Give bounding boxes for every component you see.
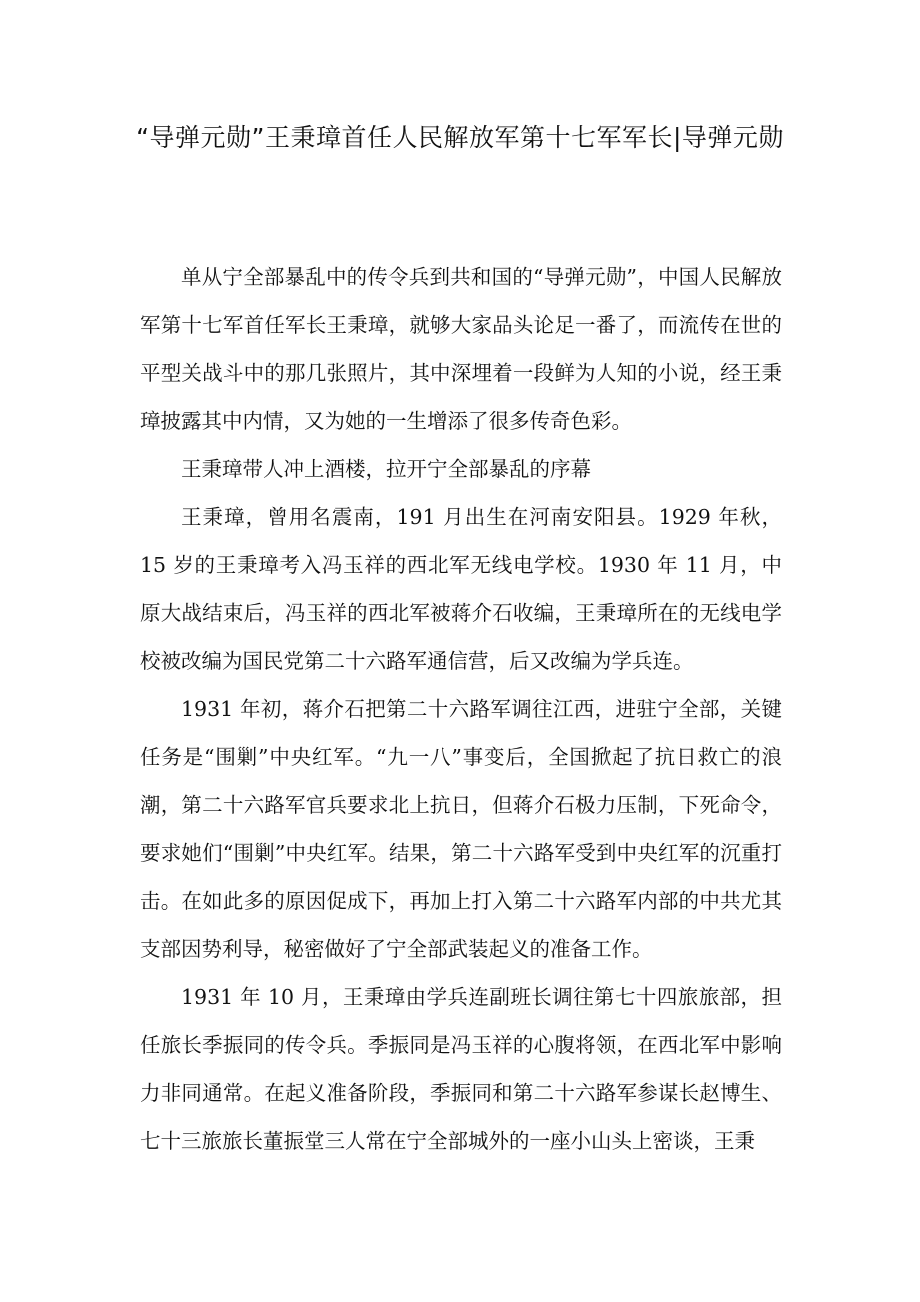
paragraph-3: 王秉璋，曾用名震南，191 月出生在河南安阳县。1929 年秋，15 岁的王秉璋考入冯玉祥的西北军无线电学校。1930 年 11 月，中原大战结束后，冯玉祥的西北军被蒋介石收编，王秉璋所在的无线电学校被改编为国民党第二十六路军通信营，后又改编为学兵连。 (140, 505, 782, 673)
paragraph-2-section-heading: 王秉璋带人冲上酒楼，拉开宁全部暴乱的序幕 (181, 457, 591, 481)
paragraph-1: 单从宁全部暴乱中的传令兵到共和国的“导弹元勋”，中国人民解放军第十七军首任军长王秉璋，就够大家品头论足一番了，而流传在世的平型关战斗中的那几张照片，其中深埋着一段鲜为人知的小说，经王秉璋披露其中内情，又为她的一生增添了很多传奇色彩。 (140, 265, 782, 433)
document-body (140, 253, 782, 1165)
document-title: “导弹元勋”王秉璋首任人民解放军第十七军军长|导弹元勋 (136, 123, 784, 152)
paragraph-4: 1931 年初，蒋介石把第二十六路军调往江西，进驻宁全部，关键任务是“围剿”中央红军。“九一八”事变后，全国掀起了抗日救亡的浪潮，第二十六路军官兵要求北上抗日，但蒋介石极力压制，下死命令，要求她们“围剿”中央红军。结果，第二十六路军受到中央红军的沉重打击。在如此多的原因促成下，再加上打入第二十六路军内部的中共尤其支部因势利导，秘密做好了宁全部武装起义的准备工作。 (140, 697, 782, 961)
paragraph-5: 1931 年 10 月，王秉璋由学兵连副班长调往第七十四旅旅部，担任旅长季振同的传令兵。季振同是冯玉祥的心腹将领，在西北军中影响力非同通常。在起义准备阶段，季振同和第二十六路军参谋长赵博生、七十三旅旅长董振堂三人常在宁全部城外的一座小山头上密谈，王秉 (140, 985, 782, 1153)
